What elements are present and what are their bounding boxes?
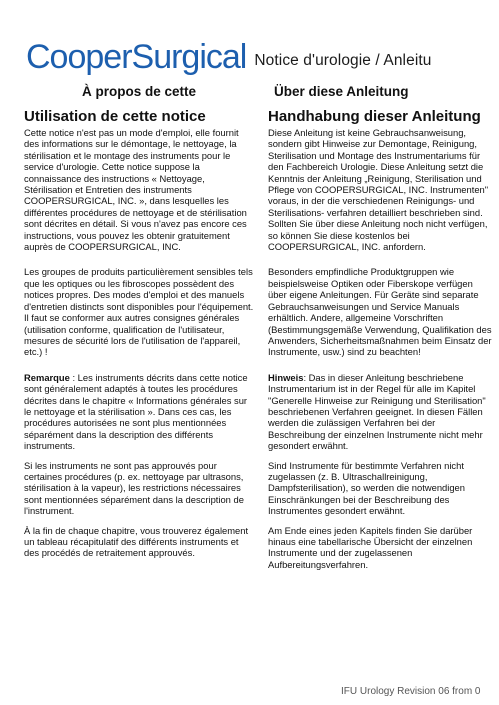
french-paragraph-3 [24,372,254,452]
french-section-title: À propos de cette [81,84,197,99]
german-paragraph-4: Sind Instrumente für bestimmte Verfahren nicht zugelassen (z. B. Ultraschallreinigung, Dampfsterilisation), so werden die notwendigen Einschränkungen bei der Beschreibung des Instrumentes gesondert erwähnt. [268,459,465,517]
german-sub-title: Handhabung dieser Anleitung [268,108,481,125]
french-note-label: Remarque [24,371,70,383]
german-note-text: : Das in dieser Anleitung beschriebene Instrumentarium ist in der Regel für alle im Kapitel "Generelle Hinweise zur Reinigung und Sterilisation" beschriebenen Verfahren geeignet. In diesen Fällen werden die zulässigen Verfahren bei der Beschreibung der einzelnen Instrumente nicht mehr gesondert erwähnt. [268,371,486,452]
page-header [26,34,432,74]
german-section-title: Über diese Anleitung [274,84,409,99]
french-sub-title: Utilisation de cette notice [24,108,206,125]
header-title: Notice d'urologie / Anleitu [254,52,432,69]
coopersurgical-logo: CooperSurgical [26,38,247,76]
german-paragraph-3 [268,372,494,452]
german-note-label: Hinweis [268,371,304,383]
german-paragraph-1: Diese Anleitung ist keine Gebrauchsanweisung, sondern gibt Hinweise zur Demontage, Reinigung, Sterilisation und Montage des Instrumentariums für den Fachbereich Urologie. Diese Anleitung setzt die Kenntnis der Anleitung „Reinigung, Sterilisation und Pflege von COOPERSURGICAL, INC. Instrumenten" voraus, in der die verschiedenen Reinigungs- und Sterilisations- verfahren detailliert beschrieben sind. Sollten Sie über diese Anleitung noch nicht verfügen, so können Sie diese kostenlos bei COOPERSURGICAL, INC. anfordern. [268,127,489,253]
french-paragraph-5: À la fin de chaque chapitre, vous trouverez également un tableau récapitulatif des différents instruments et des procédés de retraitement approuvés. [24,524,249,559]
french-column [24,84,254,559]
footer-revision: IFU Urology Revision 06 from 0 [341,686,481,697]
french-paragraph-4: Si les instruments ne sont pas approuvés pour certaines procédures (p. ex. nettoyage par ultrasons, stérilisation à la vapeur), les restrictions nécessaires sont mentionnées séparément dans la description de l'instrument. [24,459,244,517]
german-paragraph-2: Besonders empfindliche Produktgruppen wie beispielsweise Optiken oder Fiberskope verfügen über eigene Anleitungen. Für Geräte sind separate Gebrauchsanweisungen und Service Manuals erhältlich. Andere, allgemeine Vorschriften (Bestimmungsgemäße Verwendung, Qualifikation des Anwenders, Sicherheitsmaßnahmen beim Einsatz der Instrumente, usw.) sind zu beachten! [268,266,492,358]
german-paragraph-5: Am Ende eines jeden Kapitels finden Sie darüber hinaus eine tabellarische Übersicht der einzelnen Instrumente und der zugelassenen Aufbereitungsverfahren. [268,524,473,570]
french-paragraph-2: Les groupes de produits particulièrement sensibles tels que les optiques ou les fibroscopes possèdent des notices propres. Des modes d'emploi et des manuels d'entretien distincts sont disponibles pour l'équipement. Il faut se conformer aux autres consignes générales (utilisation conforme, qualification de l'utilisateur, mesures de sécurité lors de l'utilisation de l'appareil, etc.) ! [24,266,254,358]
german-column [268,84,494,570]
french-note-text: : Les instruments décrits dans cette notice sont généralement adaptés à toutes les procédures décrites dans le chapitre « Informations générales sur le nettoyage et la stérilisation ». Dans ces cas, les procédures autorisées ne sont plus mentionnées séparément dans la description des différents instruments. [24,371,248,452]
french-paragraph-1: Cette notice n'est pas un mode d'emploi, elle fournit des informations sur le démontage, le nettoyage, la stérilisation et le montage des instruments pour le service d'urologie. Cette notice suppose la connaissance des instructions « Nettoyage, Stérilisation et Entretien des instruments COOPERSURGICAL, INC. », dans lesquelles les différentes procédures de nettoyage et de stérilisation sont décrites en détail. Si vous n'avez pas encore ces instructions, vous pouvez les obtenir gratuitement auprès de COOPERSURGICAL, INC. [24,127,247,253]
